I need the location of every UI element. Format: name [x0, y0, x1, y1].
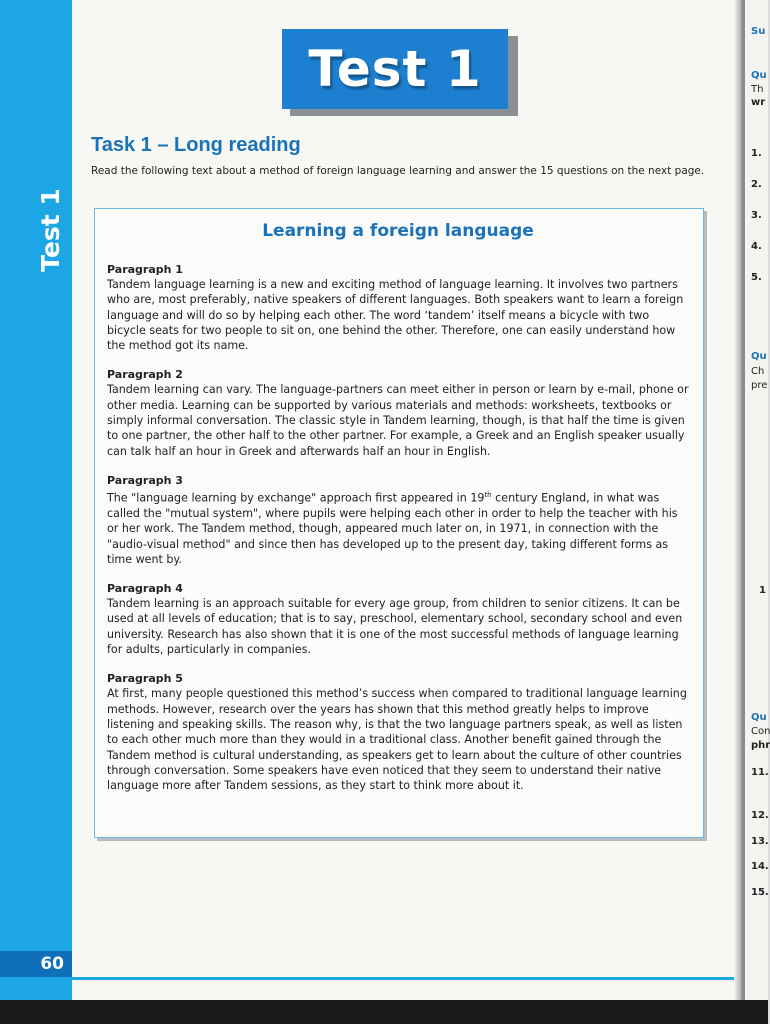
paragraph-4 [107, 582, 689, 657]
side-test-label: Test 1 [35, 188, 65, 272]
right-fragment: pre [751, 380, 768, 391]
right-fragment: Con [751, 726, 770, 737]
right-fragment: wr [751, 97, 766, 108]
paragraph-1 [107, 263, 689, 353]
right-page-edge [742, 0, 768, 1000]
scan-bottom-edge [0, 1000, 768, 1024]
paragraph-heading: Paragraph 4 [107, 582, 183, 596]
paragraph-text-part: century England, in what was called the "mutual system", where pupils were helping each other in order to help the teacher with his or her work. The Tandem method, though, appeared much later on, in 1971, in connection with the "audio-visual method" and since then has developed up to the present day, taking different forms as time went by. [107, 491, 678, 566]
paragraph-heading: Paragraph 1 [107, 263, 183, 276]
paragraph-text: At first, many people questioned this method’s success when compared to traditional language learning methods. However, research over the years has shown that this method greatly helps to improve listening and speaking skills. The reason why, is that the two language partners speak, as well as listen to each other much more than they would in a traditional class. Another benefit gained through the Tandem method is cultural understanding, as speakers get to learn about the culture of other countries through conversation. Some speakers have even noticed that they seem to understand their native language more after Tandem sessions, as they start to think more about it. [107, 687, 687, 793]
page-bottom-strip [0, 977, 740, 980]
right-fragment: 2. [751, 179, 762, 190]
right-fragment: 5. [751, 272, 762, 283]
paragraph-text-part: The "language learning by exchange" approach first appeared in 19 [107, 491, 485, 505]
paragraph-text [107, 488, 689, 567]
paragraph-2 [107, 368, 689, 458]
task-heading: Task 1 – Long reading [91, 134, 301, 156]
right-fragment: 1. [751, 148, 762, 159]
reading-text-box [94, 208, 704, 838]
right-fragment: 15. [751, 887, 769, 898]
reading-title: Learning a foreign language [262, 221, 534, 241]
paragraph-heading: Paragraph 5 [107, 672, 183, 686]
paragraph-3 [107, 474, 689, 567]
paragraph-text: Tandem learning can vary. The language-partners can meet either in person or learn by e-mail, phone or other media. Learning can be supported by various materials and methods: worksheets, textbooks or simply informal conversation. The classic style in Tandem learning, though, is that half the time is given to one partner, the other half to the other partner. For example, a Greek and an English speaker usually can talk half an hour in Greek and afterwards half an hour in English. [107, 383, 689, 458]
right-fragment: 11. [751, 767, 769, 778]
right-fragment: 3. [751, 210, 762, 221]
paragraph-text: Tandem language learning is a new and exciting method of language learning. It involves two partners who are, most preferably, native speakers of different languages. Both speakers want to learn a foreign language and will do so by helping each other. The word ‘tandem’ itself means a bicycle with two bicycle seats for two people to sit on, one behind the other. Therefore, one can easily understand how the method got its name. [107, 278, 684, 353]
paragraph-heading: Paragraph 3 [107, 473, 183, 487]
paragraph-heading: Paragraph 2 [107, 368, 183, 382]
right-fragment: 14. [751, 861, 769, 872]
paragraph-5 [107, 672, 689, 793]
right-fragment: Ch [751, 366, 765, 377]
task-instructions: Read the following text about a method of foreign language learning and answer the 15 questions on the next page. [91, 165, 705, 177]
right-fragment: 12. [751, 810, 769, 821]
paragraph-text: Tandem learning is an approach suitable for every age group, from children to senior citizens. It can be used at all levels of education; that is to say, preschool, elementary school, secondary school and even university. Research has also shown that it is one of the most successful methods of language learning for adults, particularly in companies. [107, 597, 683, 657]
right-fragment: Qu [751, 351, 767, 362]
right-fragment: 1 [759, 585, 766, 596]
page-title: Test 1 [282, 29, 508, 109]
right-fragment: 4. [751, 241, 762, 252]
right-fragment: Su [751, 26, 766, 37]
right-fragment: Qu [751, 70, 767, 81]
side-band [0, 0, 72, 1000]
right-fragment: phr [751, 740, 770, 751]
right-fragment: Qu [751, 712, 767, 723]
superscript-th: th [484, 490, 492, 499]
right-fragment: 13. [751, 836, 769, 847]
page-number: 60 [0, 951, 72, 977]
right-fragment: Th [751, 84, 764, 95]
